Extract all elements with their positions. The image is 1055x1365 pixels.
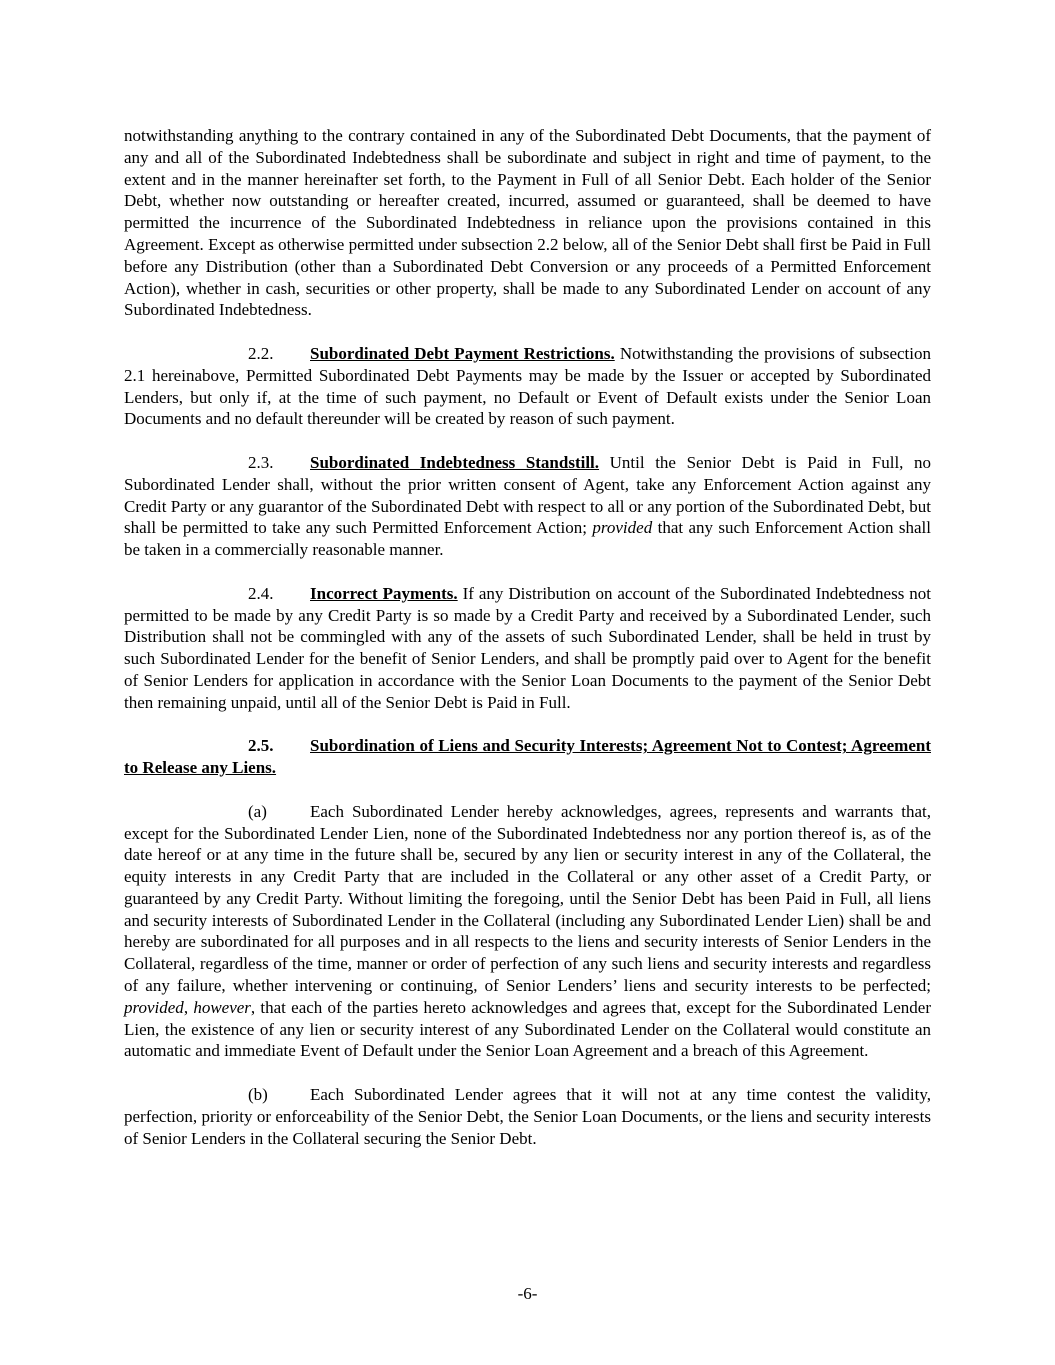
intro-paragraph <box>124 125 931 321</box>
section-body-italic: provided <box>592 518 653 538</box>
section-body-after: that any such Enforcement Action shall be taken in a commercially reasonable manner. <box>124 518 931 560</box>
section-number: 2.2. <box>248 343 274 363</box>
section-body: If any Distribution on account of the Subordinated Indebtedness not permitted to be made by any Credit Party is so made by a Credit Party and received by a Subordinated Lender, such Distribution shall not be commingled with any of the assets of such Subordinated Lender, shall be held in trust by such Subordinated Lender for the benefit of Senior Lenders, and shall be promptly paid over to Agent for the benefit of Senior Lenders for application in accordance with the Senior Loan Documents to the payment of the Senior Debt then remaining unpaid, until all of the Senior Debt is Paid in Full. <box>124 583 931 712</box>
subsection-label: (b) <box>248 1085 268 1105</box>
section-body: Until the Senior Debt is Paid in Full, no Subordinated Lender shall, without the prior written consent of Agent, take any Enforcement Action against any Credit Party or any guarantor of the Subordinated Debt with respect to all or any portion of the Subordinated Debt, but shall be permitted to take any such Permitted Enforcement Action; <box>124 452 932 538</box>
section-heading: Subordinated Indebtedness Standstill. <box>310 452 600 472</box>
intro-text: notwithstanding anything to the contrary contained in any of the Subordinated Debt Documents, that the payment of any and all of the Subordinated Indebtedness shall be subordinate and subject in right and time of payment, to the extent and in the manner hereinafter set forth, to the Payment in Full of all Senior Debt. Each holder of the Senior Debt, whether now outstanding or hereafter created, incurred, assumed or guaranteed, shall be deemed to have permitted the incurrence of the Subordinated Indebtedness in reliance upon the provisions contained in this Agreement. Except as otherwise permitted under subsection 2.2 below, all of the Senior Debt shall first be Paid in Full before any Distribution (other than a Subordinated Debt Conversion or any proceeds of a Permitted Enforcement Action), whether in cash, securities or other property, shall be made to any Subordinated Lender on account of any Subordinated Indebtedness. <box>124 126 931 320</box>
section-body: Notwithstanding the provisions of subsection 2.1 hereinabove, Permitted Subordinated Debt Payments may be made by the Issuer or accepted by Subordinated Lenders, but only if, at the time of such payment, no Default or Event of Default exists under the Senior Loan Documents and no default thereunder will be created by reason of such payment. <box>124 343 932 429</box>
section-2-5 <box>124 735 931 779</box>
subsection-label: (a) <box>248 801 267 821</box>
section-number: 2.4. <box>248 583 274 603</box>
section-2-5-a: (a) Each Subordinated Lender hereby acknowledges, agrees, represents and warrants that, except for the Subordinated Lender Lien, none of the Subordinated Indebtedness nor any portion thereof is, as of the date hereof or at any time in the future shall be, secured by any lien or security interest in any of the Collateral, the equity interests in any Credit Party that are included in the Collateral or any other asset of a Credit Party, or guaranteed by any Credit Party. Without limiting the foregoing, until the Senior Debt has been Paid in Full, all liens and security interests of Subordinated Lender in the Collateral (including any Subordinated Lender Lien) shall be and hereby are subordinated for all purposes and in all respects to the liens and security interests of Senior Lenders in the Collateral, regardless of the time, manner or order of perfection of any such liens and security interests and regardless of any failure, whether intervening or continuing, of Senior Lenders’ liens and security interests to be perfected; provided, however, that each of the parties hereto acknowledges and agrees that, except for the Subordinated Lender Lien, the existence of any lien or security interest of any Subordinated Lender on the Collateral would constitute an automatic and immediate Event of Default under the Senior Loan Agreement and a breach of this Agreement. <box>124 801 931 1061</box>
section-2-4 <box>124 583 931 714</box>
section-heading: Subordination of Liens and Security Interests; Agreement Not to Contest; Agreement to Release any Liens. <box>124 736 931 778</box>
section-2-2 <box>124 343 931 430</box>
section-2-5-b <box>124 1084 931 1149</box>
section-2-3 <box>124 452 931 561</box>
subsection-italic-provided: provided <box>124 997 184 1017</box>
section-heading: Incorrect Payments. <box>310 583 458 603</box>
subsection-body-after: , that each of the parties hereto acknowledges and agrees that, except for the Subordinated Lender Lien, the existence of any lien or security interest of any Subordinated Lender on the Collateral would constitute an automatic and immediate Event of Default under the Senior Loan Agreement and a breach of this Agreement. <box>124 997 931 1061</box>
section-number: 2.5. <box>248 736 274 756</box>
section-number: 2.3. <box>248 452 274 472</box>
subsection-body: Each Subordinated Lender hereby acknowledges, agrees, represents and warrants that, except for the Subordinated Lender Lien, none of the Subordinated Indebtedness nor any portion thereof is, as of the date hereof or at any time in the future shall be, secured by any lien or security interest in any of the Collateral, the equity interests in any Credit Party that are included in the Collateral or any other asset of a Credit Party, or guaranteed by any Credit Party. Without limiting the foregoing, until the Senior Debt has been Paid in Full, all liens and security interests of Subordinated Lender in the Collateral (including any Subordinated Lender Lien) shall be and hereby are subordinated for all purposes and in all respects to the liens and security interests of Senior Lenders in the Collateral, regardless of the time, manner or order of perfection of any such liens and security interests and regardless of any failure, whether intervening or continuing, of Senior Lenders’ liens and security interests to be perfected; <box>124 801 931 996</box>
subsection-italic-however: however <box>193 997 251 1017</box>
page-number: -6- <box>517 1284 538 1303</box>
subsection-body: Each Subordinated Lender agrees that it will not at any time contest the validity, perfection, priority or enforceability of the Senior Debt, the Senior Loan Documents, or the liens and security interests of Senior Lenders in the Collateral securing the Senior Debt. <box>124 1085 931 1148</box>
section-heading: Subordinated Debt Payment Restrictions. <box>310 343 615 363</box>
document-page <box>124 125 931 1171</box>
